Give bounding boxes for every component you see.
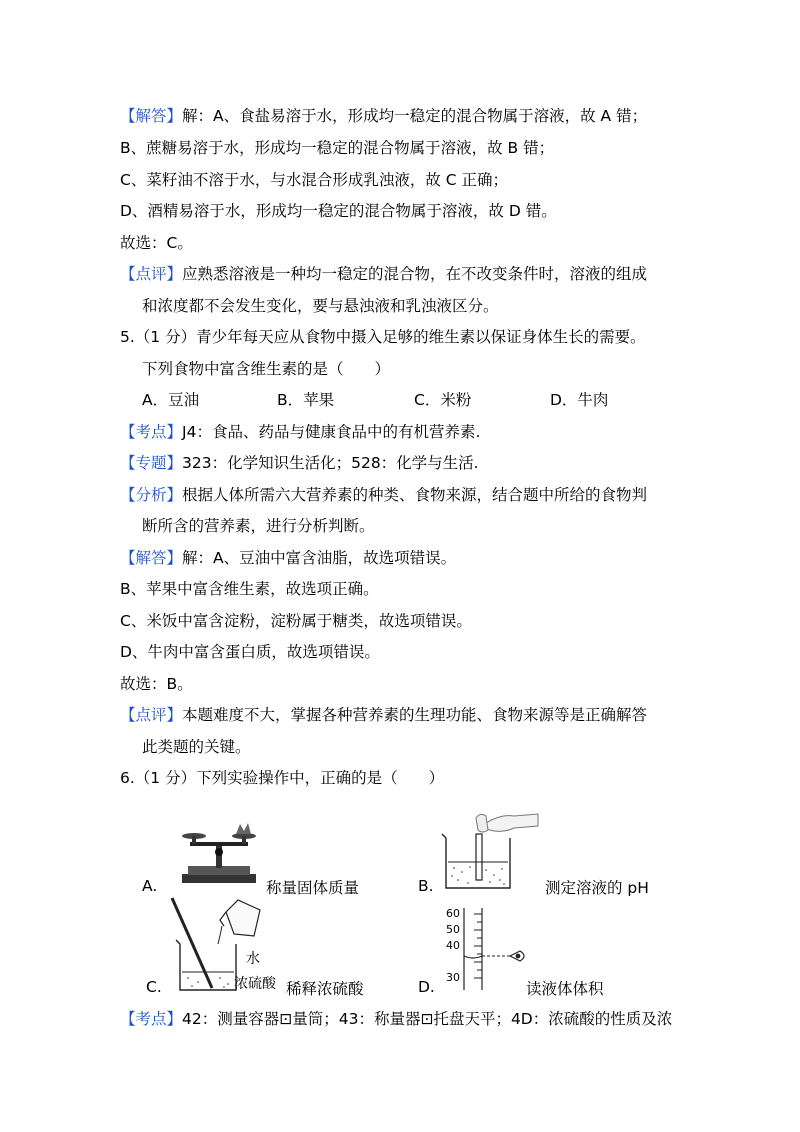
q5-fenxi-line2: 断所含的营养素，进行分析判断。 [142,517,375,535]
q4-answer-line [120,106,647,126]
q5-zhuanti [120,453,479,473]
q5-option-a: A．豆油 [142,391,200,409]
q6-stem: 6.（1 分）下列实验操作中，正确的是（ ） [120,769,445,787]
comment-text: 应熟悉溶液是一种均一稳定的混合物，在不改变条件时，溶液的组成 [182,265,648,283]
fenxi-tag: 【分析】 [120,486,183,504]
q4-choice: 故选：C。 [120,234,193,252]
water-label: 水 [246,951,260,967]
q6-option-d-letter: D. [418,978,435,996]
q6-option-b-caption: 测定溶液的 pH [545,879,649,897]
q5-stem-line1: 5.（1 分）青少年每天应从食物中摄入足够的维生素以保证身体生长的需要。 [120,328,646,346]
q4-comment-line1 [120,264,647,284]
q6-option-b-letter: B. [418,877,434,895]
answer-text: 解：A、食盐易溶于水，形成均一稳定的混合物属于溶液，故 A 错； [182,107,648,125]
q5-line-d: D、牛肉中富含蛋白质，故选项错误。 [120,643,380,661]
q5-fenxi-line1 [120,485,647,505]
q6-option-c-caption: 稀释浓硫酸 [286,980,364,998]
kaodian-tag: 【考点】 [120,423,183,441]
tick-40: 40 [446,939,460,952]
q4-line-c: C、菜籽油不溶于水，与水混合形成乳浊液，故 C 正确； [120,171,509,189]
zhuanti-text: 323：化学知识生活化；528：化学与生活. [182,454,479,472]
q6-kaodian [120,1009,672,1029]
q5-kaodian [120,422,480,442]
q5-option-b: B．苹果 [277,391,335,409]
comment-tag: 【点评】 [120,706,183,724]
answer-tag: 【解答】 [120,107,183,125]
q5-choice: 故选：B。 [120,675,193,693]
fenxi-text: 根据人体所需六大营养素的种类、食物来源，结合题中所给的食物判 [182,486,648,504]
q5-line-c: C、米饭中富含淀粉，淀粉属于糖类，故选项错误。 [120,612,472,630]
comment-tag: 【点评】 [120,265,183,283]
kaodian-text: J4：食品、药品与健康食品中的有机营养素. [182,423,481,441]
q5-option-c: C．米粉 [414,391,472,409]
q4-line-b: B、蔗糖易溶于水，形成均一稳定的混合物属于溶液，故 B 错； [120,139,555,157]
q5-comment-line1 [120,705,647,725]
q6-option-a-letter: A. [142,877,158,895]
q5-comment-line2: 此类题的关键。 [142,738,251,756]
tick-50: 50 [446,923,460,936]
acid-label: 浓硫酸 [234,976,276,992]
zhuanti-tag: 【专题】 [120,454,183,472]
q4-line-d: D、酒精易溶于水，形成均一稳定的混合物属于溶液，故 D 错。 [120,202,557,220]
tick-30: 30 [446,971,460,984]
q5-stem-line2: 下列食物中富含维生素的是（ ） [142,360,391,378]
q5-answer-line [120,548,456,568]
q5-option-d: D．牛肉 [550,391,609,409]
answer-tag: 【解答】 [120,549,183,567]
q6-option-c-letter: C. [146,978,162,996]
comment-text: 本题难度不大，掌握各种营养素的生理功能、食物来源等是正确解答 [182,706,648,724]
answer-text: 解：A、豆油中富含油脂，故选项错误。 [182,549,457,567]
q4-comment-line2: 和浓度都不会发生变化，要与悬浊液和乳浊液区分。 [142,297,499,315]
tick-60: 60 [446,907,460,920]
kaodian-text: 42：测量容器⊡量筒；43：称量器⊡托盘天平；4D：浓硫酸的性质及浓 [182,1010,673,1028]
q5-line-b: B、苹果中富含维生素，故选项正确。 [120,580,379,598]
kaodian-tag: 【考点】 [120,1010,183,1028]
q6-option-a-caption: 称量固体质量 [266,879,360,897]
q6-option-d-caption: 读液体体积 [526,980,604,998]
balance-scale-image [178,822,260,888]
ph-test-image [440,810,540,892]
